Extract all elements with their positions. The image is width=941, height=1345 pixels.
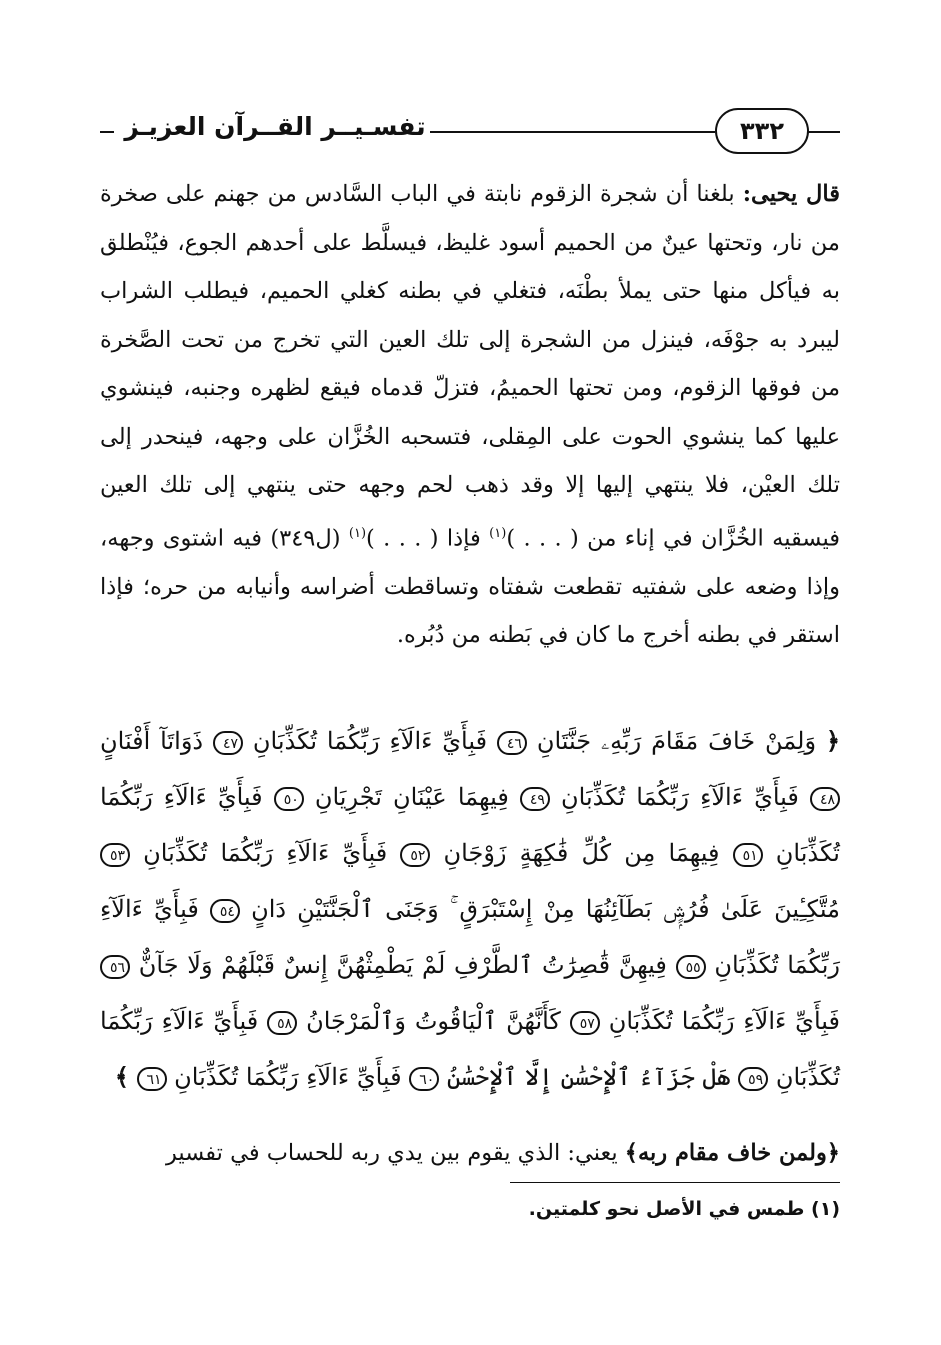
ayah-number-marker: ٥٣ [100,843,130,867]
footnote-reference: (١) [348,525,367,541]
ayah-number-marker: ٤٧ [213,731,243,755]
footnote-text: طمس في الأصل نحو كلمتين. [528,1198,805,1220]
ayah-number-marker: ٥٦ [100,955,130,979]
quran-verses-block [100,713,840,1105]
footnote-reference: (١) [489,525,507,541]
ayah-number-marker: ٤٦ [497,731,527,755]
verse-text: هَلْ جَزَآءُ ٱلْإِحْسَٰنِ إِلَّا ٱلْإِحْسَٰنُ [446,1063,731,1091]
verse-text: كَأَنَّهُنَّ ٱلْيَاقُوتُ وَٱلْمَرْجَانُ [306,1007,561,1035]
tafsir-paragraph [100,1129,840,1178]
page-number: ٣٣٢ [715,108,809,154]
speaker-label: قال يحيى: [742,181,840,207]
verse-text: فَبِأَيِّ ءَالَآءِ رَبِّكُمَا تُكَذِّبَانِ [100,1007,840,1091]
verse-text: فِيهِمَا عَيْنَانِ تَجْرِيَانِ [314,783,509,811]
running-title: تفسـيــر القــرآن العزيـز [124,112,426,141]
ayah-number-marker: ٦٠ [409,1067,439,1091]
verse-close-bracket: ﴾ [114,1062,129,1091]
ayah-number-marker: ٤٨ [810,787,840,811]
verse-text: فَبِأَيِّ ءَالَآءِ رَبِّكُمَا تُكَذِّبَانِ [100,895,840,979]
verse-text: فِيهِمَا مِن كُلِّ فَٰكِهَةٍ زَوْجَانِ [443,839,720,867]
ayah-number-marker: ٥٥ [676,955,706,979]
verse-text: فَبِأَيِّ ءَالَآءِ رَبِّكُمَا تُكَذِّبَانِ [608,1007,840,1035]
verse-text: مُتَّكِـِٔينَ عَلَىٰ فُرُشٍۭ بَطَآئِنُهَا مِنْ إِسْتَبْرَقٍ ۚ وَجَنَى ٱلْجَنَّتَيْنِ دَانٍ [251,895,841,923]
verse-text: فَبِأَيِّ ءَالَآءِ رَبِّكُمَا تُكَذِّبَانِ [561,783,799,811]
verse-text: فِيهِنَّ قَٰصِرَٰتُ ٱلطَّرْفِ لَمْ يَطْمِثْهُنَّ إِنسٌ قَبْلَهُمْ وَلَا جَآنٌّ [138,951,667,979]
manuscript-folio-ref: (ل٣٤٩) [270,525,341,551]
verse-text: ذَوَاتَآ أَفْنَانٍ [100,727,204,755]
footnote-separator [510,1182,840,1183]
tafsir-text: يعني: الذي يقوم بين يدي ربه للحساب في تفسير [166,1140,618,1166]
commentary-paragraph [100,170,840,660]
verse-text: فَبِأَيِّ ءَالَآءِ رَبِّكُمَا تُكَذِّبَانِ [252,727,488,755]
paragraph-text-1: بلغنا أن شجرة الزقوم نابتة في الباب السَّادس من جهنم على صخرة من نار، وتحتها عينٌ من الحميم أسود غليظ، فيسلَّط على أحدهم الجوع، فيُنْطلق به فيأكل منها حتى يملأ بطْنَه، فتغلي في بطنه كغلي الحميم، فيطلب الشراب ليبرد به جوْفَه، فينزل من الشجرة إلى تلك العين التي تخرج من تحت الصَّخرة من فوقها الزقوم، ومن تحتها الحميمُ، فتزلّ قدماه فيقع لظهره وجنبه، فينشوي عليها كما ينشوي الحوت على المِقلى، فتسحبه الخُزَّان على وجهه، فينحدر إلى تلك العيْن، فلا ينتهي إليها إلا وقد ذهب لحم وجهه حتى ينتهي إلى تلك العين فيسقيه الخُزَّان في إناء من ( . . . ) [100,181,840,551]
ayah-number-marker: ٥٨ [267,1011,297,1035]
ayah-number-marker: ٥٤ [210,899,240,923]
verse-text: فَبِأَيِّ ءَالَآءِ رَبِّكُمَا تُكَذِّبَانِ [143,839,388,867]
verse-open-bracket: ﴿ [825,726,840,755]
ayah-number-marker: ٥٩ [738,1067,768,1091]
header-rule-middle [430,131,715,133]
verse-text: وَلِمَنْ خَافَ مَقَامَ رَبِّهِۦ جَنَّتَانِ [536,727,817,755]
ayah-number-marker: ٥٢ [400,843,430,867]
ayah-number-marker: ٥١ [733,843,763,867]
header-rule-right [808,131,840,133]
verse-text: فَبِأَيِّ ءَالَآءِ رَبِّكُمَا تُكَذِّبَانِ [100,783,840,867]
page-header [100,108,840,158]
verse-list [100,727,840,1091]
ayah-number-marker: ٥٠ [274,787,304,811]
paragraph-text-2: فإذا ( . . . ) [366,525,481,551]
verse-text: فَبِأَيِّ ءَالَآءِ رَبِّكُمَا تُكَذِّبَانِ [174,1063,402,1091]
footnotes [100,1192,840,1226]
footnote-marker: (١) [811,1198,840,1220]
paragraph-text-3: فيه اشتوى وجهه، وإذا وضعه على شفتيه تقطعت شفتاه وتساقطت أضراسه وأنيابه من حره؛ فإذا استقر في بطنه أخرج ما كان في بَطنه من دُبُره. [100,525,840,648]
cited-verse: ﴿ولمن خاف مقام ربه﴾ [624,1140,840,1166]
ayah-number-marker: ٤٩ [520,787,550,811]
ayah-number-marker: ٦١ [137,1067,167,1091]
ayah-number-marker: ٥٧ [570,1011,600,1035]
